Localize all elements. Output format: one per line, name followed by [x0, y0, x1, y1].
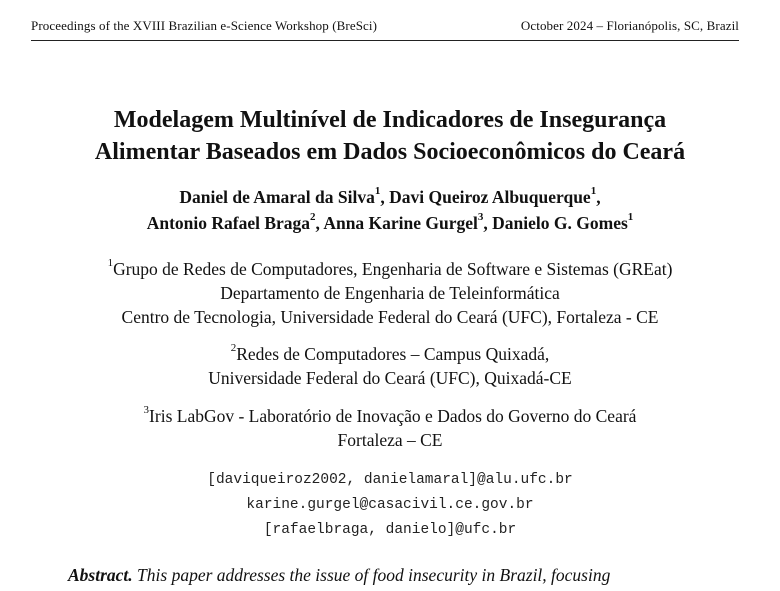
abstract-start [68, 565, 740, 586]
abstract-text: This paper addresses the issue of food insecurity in Brazil, focusing [137, 565, 611, 585]
affiliation-mark: 1 [107, 257, 114, 270]
author-affil-mark: 1 [374, 185, 381, 198]
affiliation-line: Universidade Federal do Ceará (UFC), Quixadá-CE [208, 368, 572, 388]
affiliation-3 [0, 404, 780, 452]
author-line-1 [0, 184, 780, 210]
author-affil-mark: 1 [627, 211, 634, 224]
affiliation-mark: 2 [230, 342, 237, 355]
affiliation-text: Iris LabGov - Laboratório de Inovação e Dados do Governo do Ceará [149, 406, 637, 426]
author-line-2 [0, 210, 780, 236]
author-name: Danielo G. Gomes [492, 213, 628, 233]
affiliation-line: Fortaleza – CE [337, 430, 443, 450]
affiliation-line [0, 257, 780, 281]
author-name: Davi Queiroz Albuquerque [389, 187, 591, 207]
author-separator: , [380, 187, 390, 207]
affiliation-2 [0, 342, 780, 390]
header-date-location: October 2024 – Florianópolis, SC, Brazil [520, 18, 739, 33]
author-name: Anna Karine Gurgel [323, 213, 478, 233]
affiliation-line: Departamento de Engenharia de Teleinformática [220, 283, 560, 303]
email-line: [rafaelbraga, danielo]@ufc.br [263, 522, 517, 538]
affiliation-line [0, 342, 780, 366]
affiliation-text: Grupo de Redes de Computadores, Engenharia de Software e Sistemas (GREat) [113, 259, 673, 279]
abstract-label: Abstract. [68, 565, 133, 585]
running-header [31, 18, 739, 41]
author-list [0, 184, 780, 236]
author-affil-mark: 1 [590, 185, 597, 198]
contact-emails [0, 468, 780, 543]
author-separator: , [596, 187, 601, 207]
email-line: [daviqueiroz2002, danielamaral]@alu.ufc.br [207, 472, 573, 488]
author-affil-mark: 3 [477, 211, 484, 224]
paper-title [0, 104, 780, 168]
affiliation-1 [0, 257, 780, 329]
author-separator: , [483, 213, 493, 233]
title-line-1: Modelagem Multinível de Indicadores de Insegurança [113, 107, 667, 133]
title-line-2: Alimentar Baseados em Dados Socioeconômicos do Ceará [94, 139, 686, 165]
affiliation-line: Centro de Tecnologia, Universidade Federal do Ceará (UFC), Fortaleza - CE [121, 307, 659, 327]
affiliation-line [0, 404, 780, 428]
author-affil-mark: 2 [310, 211, 316, 224]
author-name: Daniel de Amaral da Silva [179, 187, 375, 207]
header-venue: Proceedings of the XVIII Brazilian e-Science Workshop (BreSci) [31, 18, 378, 33]
email-line: karine.gurgel@casacivil.ce.gov.br [246, 497, 534, 513]
affiliation-text: Redes de Computadores – Campus Quixadá, [236, 344, 550, 364]
author-separator: , [315, 213, 324, 233]
affiliation-mark: 3 [143, 404, 150, 417]
author-name: Antonio Rafael Braga [146, 213, 311, 233]
